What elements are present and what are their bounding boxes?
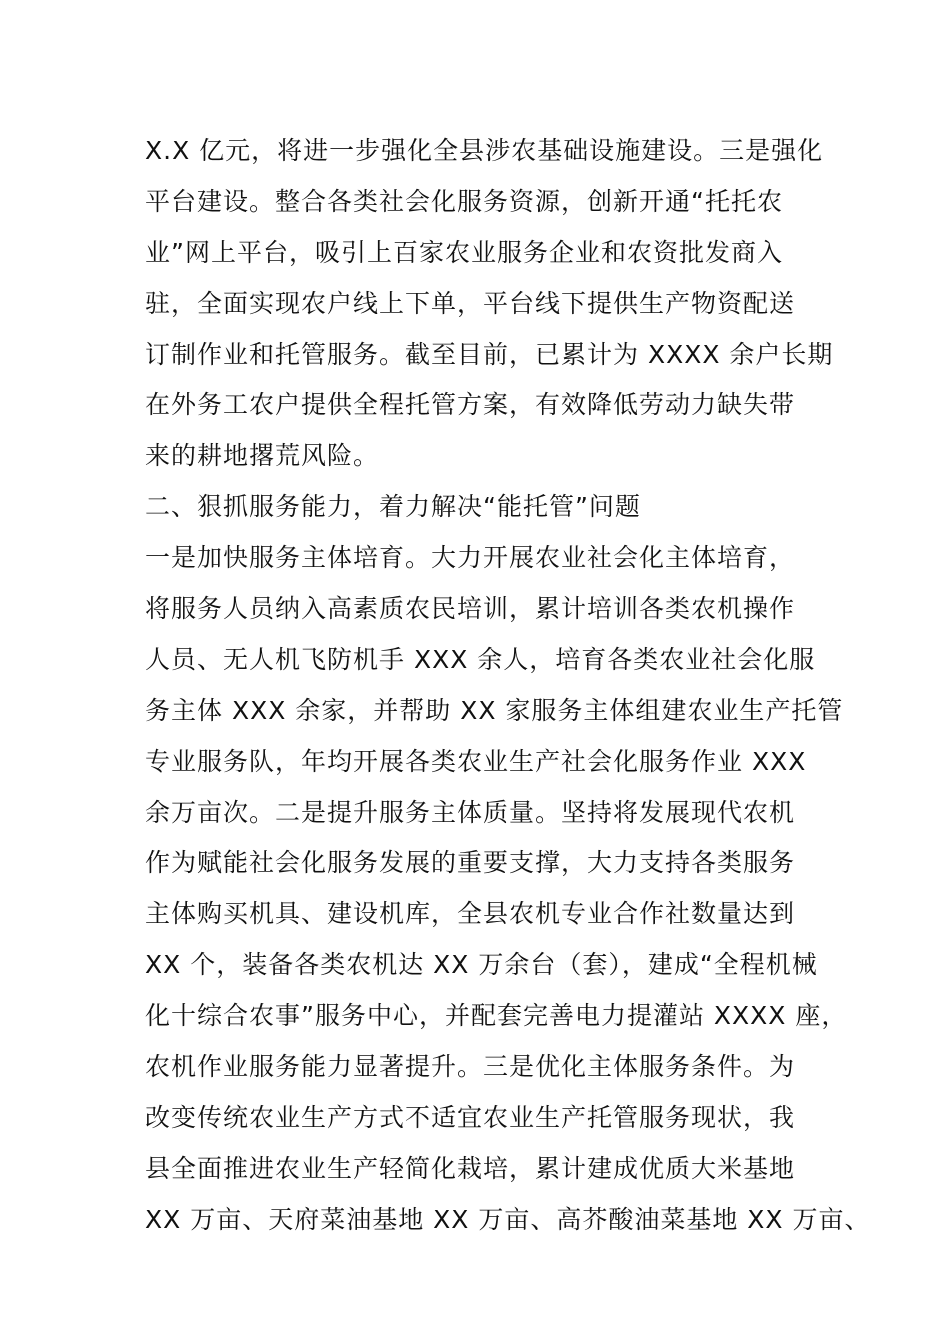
text-line: 来的耕地撂荒风险。 — [145, 441, 380, 471]
text-line: XX 个，装备各类农机达 XX 万余台（套），建成“全程机械 — [145, 950, 818, 980]
text-line: 专业服务队，年均开展各类农业生产社会化服务作业 XXX — [145, 746, 807, 776]
text-line: 将服务人员纳入高素质农民培训，累计培训各类农机操作 — [145, 594, 796, 624]
text-line: 县全面推进农业生产轻简化栽培，累计建成优质大米基地 — [145, 1153, 796, 1183]
text-line: 改变传统农业生产方式不适宜农业生产托管服务现状，我 — [145, 1102, 796, 1132]
text-line: 订制作业和托管服务。截至目前，已累计为 XXXX 余户长期 — [145, 339, 834, 369]
text-line: 人员、无人机飞防机手 XXX 余人，培育各类农业社会化服 — [145, 644, 816, 674]
text-line: 驻，全面实现农户线上下单，平台线下提供生产物资配送 — [145, 288, 796, 318]
text-line: X.X 亿元，将进一步强化全县涉农基础设施建设。三是强化 — [145, 136, 824, 165]
text-line: 作为赋能社会化服务发展的重要支撑，大力支持各类服务 — [145, 848, 796, 878]
section-heading: 二、狠抓服务能力，着力解决“能托管”问题 — [145, 492, 641, 522]
text-line: 化十综合农事”服务中心，并配套完善电力提灌站 XXXX 座， — [145, 1001, 848, 1031]
text-line: 主体购买机具、建设机库，全县农机专业合作社数量达到 — [145, 899, 796, 929]
text-line: XX 万亩、天府菜油基地 XX 万亩、高芥酸油菜基地 XX 万亩、 — [145, 1204, 871, 1234]
body-text — [145, 126, 871, 1246]
text-line: 业”网上平台，吸引上百家农业服务企业和农资批发商入 — [145, 237, 783, 267]
text-line: 务主体 XXX 余家，并帮助 XX 家服务主体组建农业生产托管 — [145, 695, 844, 725]
text-line: 余万亩次。二是提升服务主体质量。坚持将发展现代农机 — [145, 797, 796, 827]
text-line: 平台建设。整合各类社会化服务资源，创新开通“托托农 — [145, 186, 783, 216]
text-line: 一是加快服务主体培育。大力开展农业社会化主体培育， — [145, 543, 796, 573]
text-line: 在外务工农户提供全程托管方案，有效降低劳动力缺失带 — [145, 390, 796, 420]
text-line: 农机作业服务能力显著提升。三是优化主体服务条件。为 — [145, 1052, 796, 1082]
